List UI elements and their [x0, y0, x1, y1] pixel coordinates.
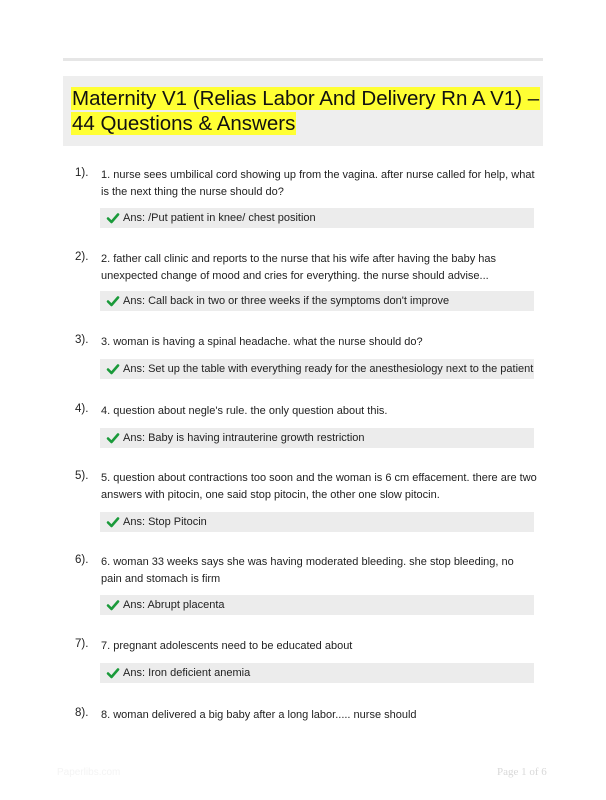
- question-text: 1. nurse sees umbilical cord showing up from the vagina. after nurse called for help, what is the next thing the nurse should do?: [101, 169, 535, 198]
- answer-box: [100, 208, 534, 228]
- question-number: 7).: [75, 638, 89, 650]
- answer-text: Ans: /Put patient in knee/ chest position: [123, 212, 316, 224]
- question-number: 1).: [75, 167, 89, 179]
- answer-text: Ans: Stop Pitocin: [123, 516, 207, 528]
- title-banner: [63, 76, 543, 146]
- answer-text: Ans: Baby is having intrauterine growth restriction: [123, 432, 365, 444]
- question-text: 4. question about negle's rule. the only question about this.: [101, 405, 388, 417]
- question-text: 7. pregnant adolescents need to be educated about: [101, 640, 353, 652]
- answer-text: Ans: Set up the table with everything ready for the anesthesiology next to the patient: [123, 363, 534, 375]
- answer-box: [100, 595, 534, 615]
- answer-text: Ans: Call back in two or three weeks if the symptoms don't improve: [123, 295, 450, 307]
- question-text: 2. father call clinic and reports to the nurse that his wife after having the baby has unexpected change of mood and cries for everything. the nurse should advise...: [101, 253, 497, 282]
- question-number: 6).: [75, 554, 89, 566]
- check-icon: [106, 666, 120, 680]
- answer-box: [100, 428, 534, 448]
- question-text: 6. woman 33 weeks says she was having moderated bleeding. she stop bleeding, no pain and stomach is firm: [101, 556, 514, 585]
- check-icon: [106, 211, 120, 225]
- page-title: [71, 86, 541, 136]
- check-icon: [106, 294, 120, 308]
- answer-box: [100, 512, 534, 532]
- question-text: 8. woman delivered a big baby after a long labor..... nurse should: [101, 709, 417, 721]
- question-text: 5. question about contractions too soon and the woman is 6 cm effacement. there are two answers with pitocin, one said stop pitocin, the other one slow pitocin.: [101, 472, 537, 501]
- page-number: Page 1 of 6: [497, 766, 547, 778]
- question-number: 4).: [75, 403, 89, 415]
- question-number: 8).: [75, 707, 89, 719]
- question-number: 2).: [75, 251, 89, 263]
- answer-box: [100, 663, 534, 683]
- question-text: 3. woman is having a spinal headache. what the nurse should do?: [101, 336, 423, 348]
- question-number: 5).: [75, 470, 89, 482]
- footer-watermark: Paperlibs.com: [57, 767, 121, 778]
- answer-box: [100, 291, 534, 311]
- top-divider: [63, 58, 543, 61]
- check-icon: [106, 598, 120, 612]
- answer-text: Ans: Abrupt placenta: [123, 599, 225, 611]
- page-title-highlight: Maternity V1 (Relias Labor And Delivery Rn A V1) – 44 Questions & Answers: [72, 87, 540, 135]
- answer-box: [100, 359, 534, 379]
- check-icon: [106, 362, 120, 376]
- check-icon: [106, 515, 120, 529]
- question-number: 3).: [75, 334, 89, 346]
- answer-text: Ans: Iron deficient anemia: [123, 667, 251, 679]
- check-icon: [106, 431, 120, 445]
